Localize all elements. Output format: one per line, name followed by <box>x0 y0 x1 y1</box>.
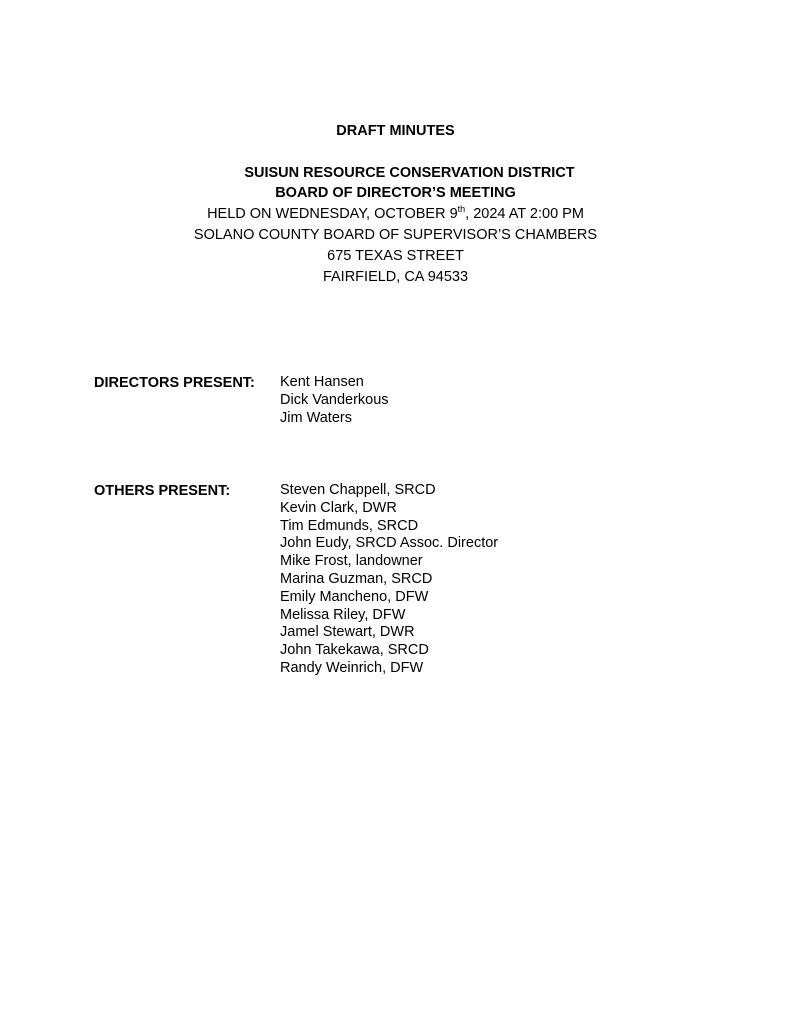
draft-minutes-title: DRAFT MINUTES <box>336 123 455 139</box>
list-item: Melissa Riley, DFW <box>280 606 406 623</box>
district-name: SUISUN RESOURCE CONSERVATION DISTRICT <box>244 165 575 181</box>
meeting-location: SOLANO COUNTY BOARD OF SUPERVISOR’S CHAMBERS <box>193 227 598 243</box>
list-item: Randy Weinrich, DFW <box>280 659 424 676</box>
list-item: Emily Mancheno, DFW <box>280 588 429 605</box>
list-item: Tim Edmunds, SRCD <box>280 517 419 534</box>
list-item: Mike Frost, landowner <box>280 553 423 570</box>
directors-present-label: DIRECTORS PRESENT: <box>94 375 255 391</box>
meeting-date-line <box>0 205 791 223</box>
list-item: Jamel Stewart, DWR <box>280 624 415 641</box>
list-item: Kent Hansen <box>280 374 364 390</box>
meeting-date-suffix: , 2024 AT 2:00 PM <box>465 206 584 222</box>
meeting-date-ordinal: th <box>457 204 466 215</box>
others-list <box>280 482 498 678</box>
others-present-label: OTHERS PRESENT: <box>94 483 231 499</box>
list-item: John Takekawa, SRCD <box>280 642 429 659</box>
list-item: Marina Guzman, SRCD <box>280 570 433 587</box>
list-item: Kevin Clark, DWR <box>280 499 397 516</box>
meeting-date-prefix: HELD ON WEDNESDAY, OCTOBER 9 <box>207 206 458 222</box>
list-item: John Eudy, SRCD Assoc. Director <box>280 535 499 552</box>
directors-list <box>280 374 389 427</box>
meeting-city: FAIRFIELD, CA 94533 <box>322 269 469 285</box>
meeting-title: BOARD OF DIRECTOR’S MEETING <box>275 185 516 201</box>
meeting-street: 675 TEXAS STREET <box>327 248 464 264</box>
list-item: Steven Chappell, SRCD <box>280 482 436 498</box>
list-item: Dick Vanderkous <box>280 391 389 408</box>
list-item: Jim Waters <box>280 409 352 426</box>
